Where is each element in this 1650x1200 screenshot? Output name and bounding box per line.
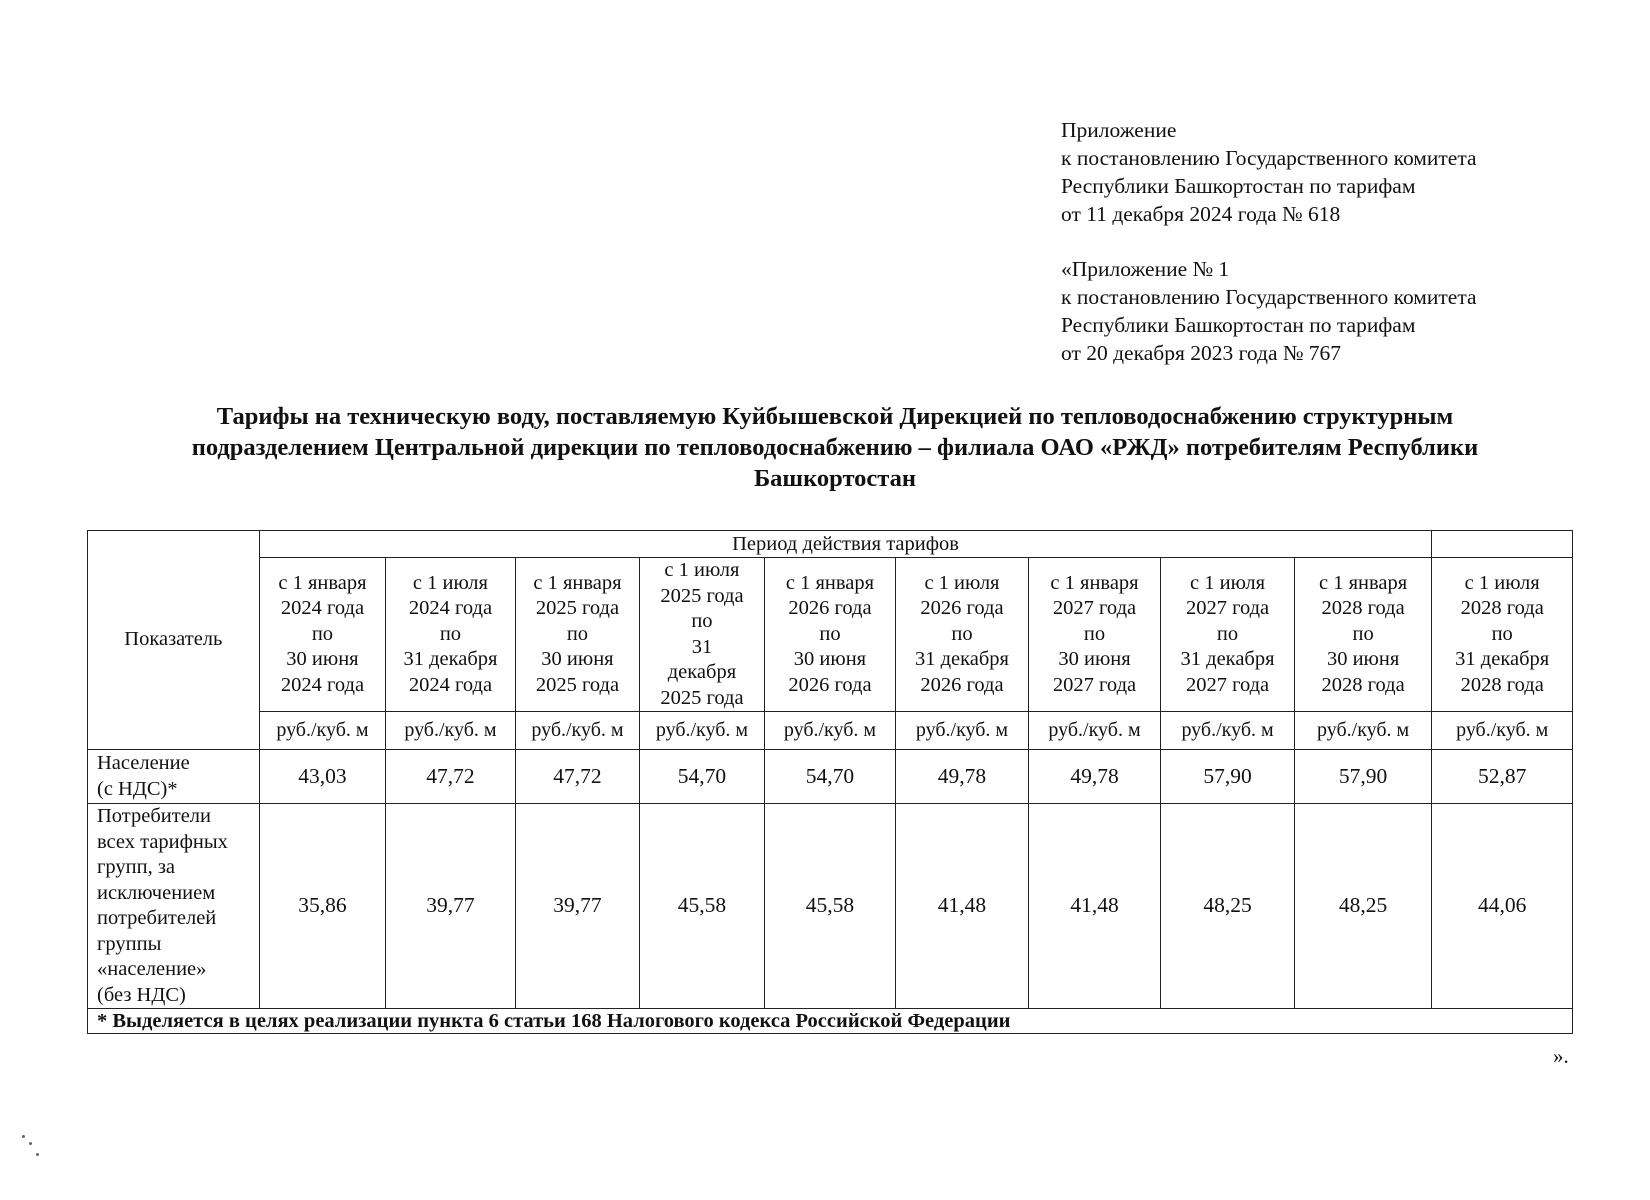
period-range-line: 31: [691, 635, 713, 658]
tariff-value: 57,90: [1161, 750, 1295, 804]
unit-cell: руб./куб. м: [896, 712, 1029, 750]
indicator-header: Показатель: [88, 531, 260, 750]
period-range-line: по: [1352, 622, 1374, 645]
scan-speck: [36, 1153, 39, 1156]
period-range-line: по: [1216, 622, 1239, 645]
period-range-line: 2027 года: [1185, 597, 1270, 620]
period-range-line: с 1 июля: [664, 559, 740, 581]
period-range-line: 31 декабря: [403, 648, 498, 671]
period-range-line: 2027 года: [1185, 673, 1270, 696]
period-range-header: [259, 558, 386, 712]
period-range-line: с 1 июля: [412, 571, 488, 594]
period-range-line: 30 июня: [1326, 648, 1400, 671]
period-range-line: декабря: [667, 661, 737, 683]
period-range-line: 31 декабря: [914, 648, 1009, 671]
unit-cell: руб./куб. м: [1028, 712, 1161, 750]
period-range-line: 30 июня: [541, 648, 614, 671]
period-range-header: [386, 558, 516, 712]
row-label-line: Потребители: [97, 805, 212, 827]
title-line: Тарифы на техническую воду, поставляемую Куйбышевской Дирекцией по тепловодоснабжению структурным: [216, 403, 1454, 430]
period-range-line: 2028 года: [1460, 673, 1544, 696]
period-range-line: по: [1083, 622, 1106, 645]
period-range-line: с 1 января: [278, 571, 367, 594]
tariff-value: 45,58: [640, 804, 765, 1009]
row-label-line: исключением: [97, 881, 216, 904]
tariff-value: 47,72: [515, 750, 640, 804]
period-range-line: с 1 января: [533, 571, 622, 594]
unit-cell: руб./куб. м: [1294, 712, 1432, 750]
period-range-line: 30 июня: [793, 648, 867, 671]
tariff-value: 49,78: [896, 750, 1029, 804]
unit-cell: руб./куб. м: [386, 712, 516, 750]
row-label-line: групп, за: [97, 856, 176, 878]
period-range-line: 30 июня: [1058, 648, 1131, 671]
tariff-value: 47,72: [386, 750, 516, 804]
units-row: [88, 712, 1573, 750]
row-label-line: (с НДС)*: [97, 777, 178, 800]
footnote: * Выделяется в целях реализации пункта 6 статьи 168 Налогового кодекса Российской Федерации: [88, 1009, 1573, 1034]
period-range-line: с 1 июля: [924, 571, 1000, 594]
tariff-value: 41,48: [896, 804, 1029, 1009]
scan-speck: [22, 1135, 25, 1138]
table-row-population: [88, 750, 1573, 804]
appendix-line: от 11 декабря 2024 года № 618: [1061, 202, 1341, 226]
period-header-extra-cell: [1432, 531, 1573, 558]
tariff-value: 54,70: [764, 750, 896, 804]
appendix-line: «Приложение № 1: [1061, 257, 1230, 281]
period-range-line: 2026 года: [920, 597, 1004, 620]
row-label: [88, 750, 260, 804]
unit-cell: руб./куб. м: [640, 712, 765, 750]
closing-quote-mark: ».: [1553, 1044, 1569, 1068]
appendix-line: от 20 декабря 2023 года № 767: [1061, 341, 1341, 365]
period-range-line: по: [951, 622, 973, 645]
tariff-value: 41,48: [1028, 804, 1161, 1009]
period-range-line: 2024 года: [280, 673, 365, 696]
tariff-value: 57,90: [1294, 750, 1432, 804]
tariff-value: 39,77: [515, 804, 640, 1009]
tariff-value: 48,25: [1294, 804, 1432, 1009]
tariff-value: 35,86: [259, 804, 386, 1009]
title-line: Башкортостан: [753, 465, 916, 492]
unit-cell: руб./куб. м: [1161, 712, 1295, 750]
row-label-line: группы: [97, 932, 162, 955]
period-header: Период действия тарифов: [259, 531, 1432, 558]
period-range-line: 2026 года: [920, 673, 1004, 696]
period-range-header: [515, 558, 640, 712]
tariff-value: 43,03: [259, 750, 386, 804]
period-range-line: по: [566, 622, 589, 645]
period-range-line: по: [439, 622, 462, 645]
appendix-block-current: [1061, 116, 1581, 228]
period-range-line: с 1 января: [1050, 571, 1139, 594]
tariff-value: 45,58: [764, 804, 896, 1009]
period-range-line: 2024 года: [280, 597, 365, 620]
row-label: [88, 804, 260, 1009]
period-range-header: [1028, 558, 1161, 712]
period-range-header: [640, 558, 765, 712]
unit-cell: руб./куб. м: [764, 712, 896, 750]
row-label-line: (без НДС): [97, 983, 186, 1006]
period-range-line: 2028 года: [1460, 597, 1544, 620]
tariff-value: 48,25: [1161, 804, 1295, 1009]
period-range-line: 2028 года: [1321, 673, 1405, 696]
period-range-line: по: [691, 610, 713, 632]
tariff-value: 52,87: [1432, 750, 1573, 804]
document-title: [90, 401, 1580, 494]
tariff-value: 54,70: [640, 750, 765, 804]
unit-cell: руб./куб. м: [515, 712, 640, 750]
table-row-other-consumers: [88, 804, 1573, 1009]
unit-cell: руб./куб. м: [1432, 712, 1573, 750]
row-label-line: потребителей: [97, 907, 217, 929]
period-range-line: по: [819, 622, 841, 645]
tariff-table: [87, 530, 1573, 1034]
period-range-line: с 1 июля: [1464, 571, 1540, 594]
period-range-line: с 1 июля: [1190, 571, 1266, 594]
period-range-line: 2025 года: [660, 686, 744, 709]
period-range-header: [1432, 558, 1573, 712]
appendix-line: Республики Башкортостан по тарифам: [1061, 313, 1416, 337]
period-range-line: 30 июня: [286, 648, 359, 671]
appendix-line: к постановлению Государственного комитета: [1061, 285, 1477, 309]
appendix-line: Приложение: [1061, 118, 1177, 142]
period-range-header: [1294, 558, 1432, 712]
period-range-header: [764, 558, 896, 712]
period-range-line: 2027 года: [1052, 597, 1137, 620]
tariff-value: 49,78: [1028, 750, 1161, 804]
period-range-line: по: [311, 622, 334, 645]
tariff-value: 44,06: [1432, 804, 1573, 1009]
row-label-line: «население»: [97, 958, 207, 980]
period-range-line: 2028 года: [1321, 597, 1405, 620]
scan-speck: [29, 1142, 32, 1145]
period-ranges-row: [88, 558, 1573, 712]
period-range-line: 2026 года: [788, 597, 872, 620]
row-label-line: всех тарифных: [97, 830, 228, 853]
period-range-line: 31 декабря: [1455, 648, 1550, 671]
period-range-header: [1161, 558, 1295, 712]
appendix-header: [1061, 116, 1581, 394]
period-range-line: с 1 января: [1319, 571, 1408, 594]
title-line: подразделением Центральной дирекции по тепловодоснабжению – филиала ОАО «РЖД» потребителям Республики: [191, 434, 1479, 461]
tariff-value: 39,77: [386, 804, 516, 1009]
period-range-line: 2025 года: [535, 597, 620, 620]
period-range-line: с 1 января: [785, 571, 875, 594]
row-label-line: Население: [97, 752, 190, 774]
period-range-line: по: [1491, 622, 1513, 645]
period-range-line: 2026 года: [788, 673, 872, 696]
appendix-block-original: [1061, 255, 1581, 367]
period-range-line: 31 декабря: [1180, 648, 1275, 671]
period-range-header: [896, 558, 1029, 712]
appendix-line: Республики Башкортостан по тарифам: [1061, 174, 1416, 198]
period-range-line: 2027 года: [1052, 673, 1137, 696]
period-range-line: 2025 года: [660, 584, 744, 607]
period-range-line: 2025 года: [535, 673, 620, 696]
appendix-line: к постановлению Государственного комитета: [1061, 146, 1477, 170]
period-range-line: 2024 года: [408, 597, 493, 620]
period-range-line: 2024 года: [408, 673, 493, 696]
unit-cell: руб./куб. м: [259, 712, 386, 750]
